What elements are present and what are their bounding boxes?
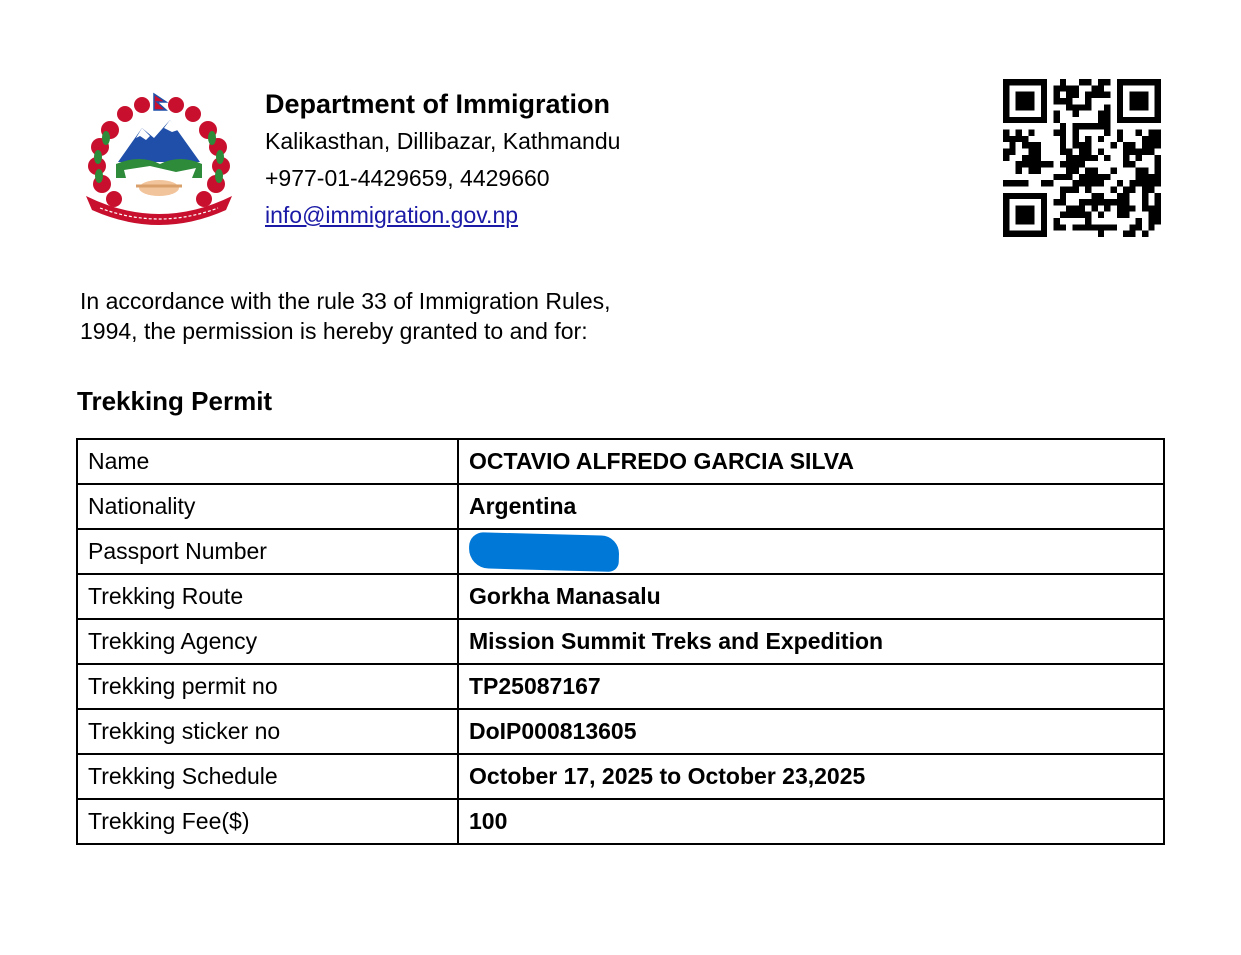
row-value: Gorkha Manasalu xyxy=(458,574,1164,619)
intro-line-1: In accordance with the rule 33 of Immigration Rules, xyxy=(80,288,611,314)
row-label: Nationality xyxy=(77,484,458,529)
intro-line-2: 1994, the permission is hereby granted to and for: xyxy=(80,318,588,344)
table-row xyxy=(77,619,1164,664)
row-value: Argentina xyxy=(458,484,1164,529)
row-label: Trekking Schedule xyxy=(77,754,458,799)
row-value: October 17, 2025 to October 23,2025 xyxy=(458,754,1164,799)
organization-email-link[interactable]: info@immigration.gov.np xyxy=(265,202,519,228)
row-value xyxy=(458,529,1164,574)
permit-details-table xyxy=(76,438,1165,845)
table-row xyxy=(77,754,1164,799)
intro-paragraph xyxy=(80,286,700,346)
row-value: Mission Summit Treks and Expedition xyxy=(458,619,1164,664)
qr-code-icon xyxy=(1003,79,1161,237)
row-label: Trekking Agency xyxy=(77,619,458,664)
permit-title: Trekking Permit xyxy=(77,386,273,416)
row-label: Trekking permit no xyxy=(77,664,458,709)
table-row xyxy=(77,664,1164,709)
row-value: OCTAVIO ALFREDO GARCIA SILVA xyxy=(458,439,1164,484)
organization-name: Department of Immigration xyxy=(265,89,611,119)
table-row xyxy=(77,529,1164,574)
issuer-header xyxy=(265,86,620,234)
organization-phone: +977-01-4429659, 4429660 xyxy=(265,165,550,191)
table-row xyxy=(77,484,1164,529)
table-row xyxy=(77,574,1164,619)
table-row xyxy=(77,799,1164,844)
row-label: Passport Number xyxy=(77,529,458,574)
table-row xyxy=(77,709,1164,754)
row-value: TP25087167 xyxy=(458,664,1164,709)
organization-address: Kalikasthan, Dillibazar, Kathmandu xyxy=(265,128,621,154)
table-row xyxy=(77,439,1164,484)
row-label: Trekking Fee($) xyxy=(77,799,458,844)
row-value: 100 xyxy=(458,799,1164,844)
row-label: Name xyxy=(77,439,458,484)
row-label: Trekking sticker no xyxy=(77,709,458,754)
row-label: Trekking Route xyxy=(77,574,458,619)
redaction-mark xyxy=(469,532,620,572)
nepal-coat-of-arms-icon xyxy=(80,92,238,228)
row-value: DoIP000813605 xyxy=(458,709,1164,754)
